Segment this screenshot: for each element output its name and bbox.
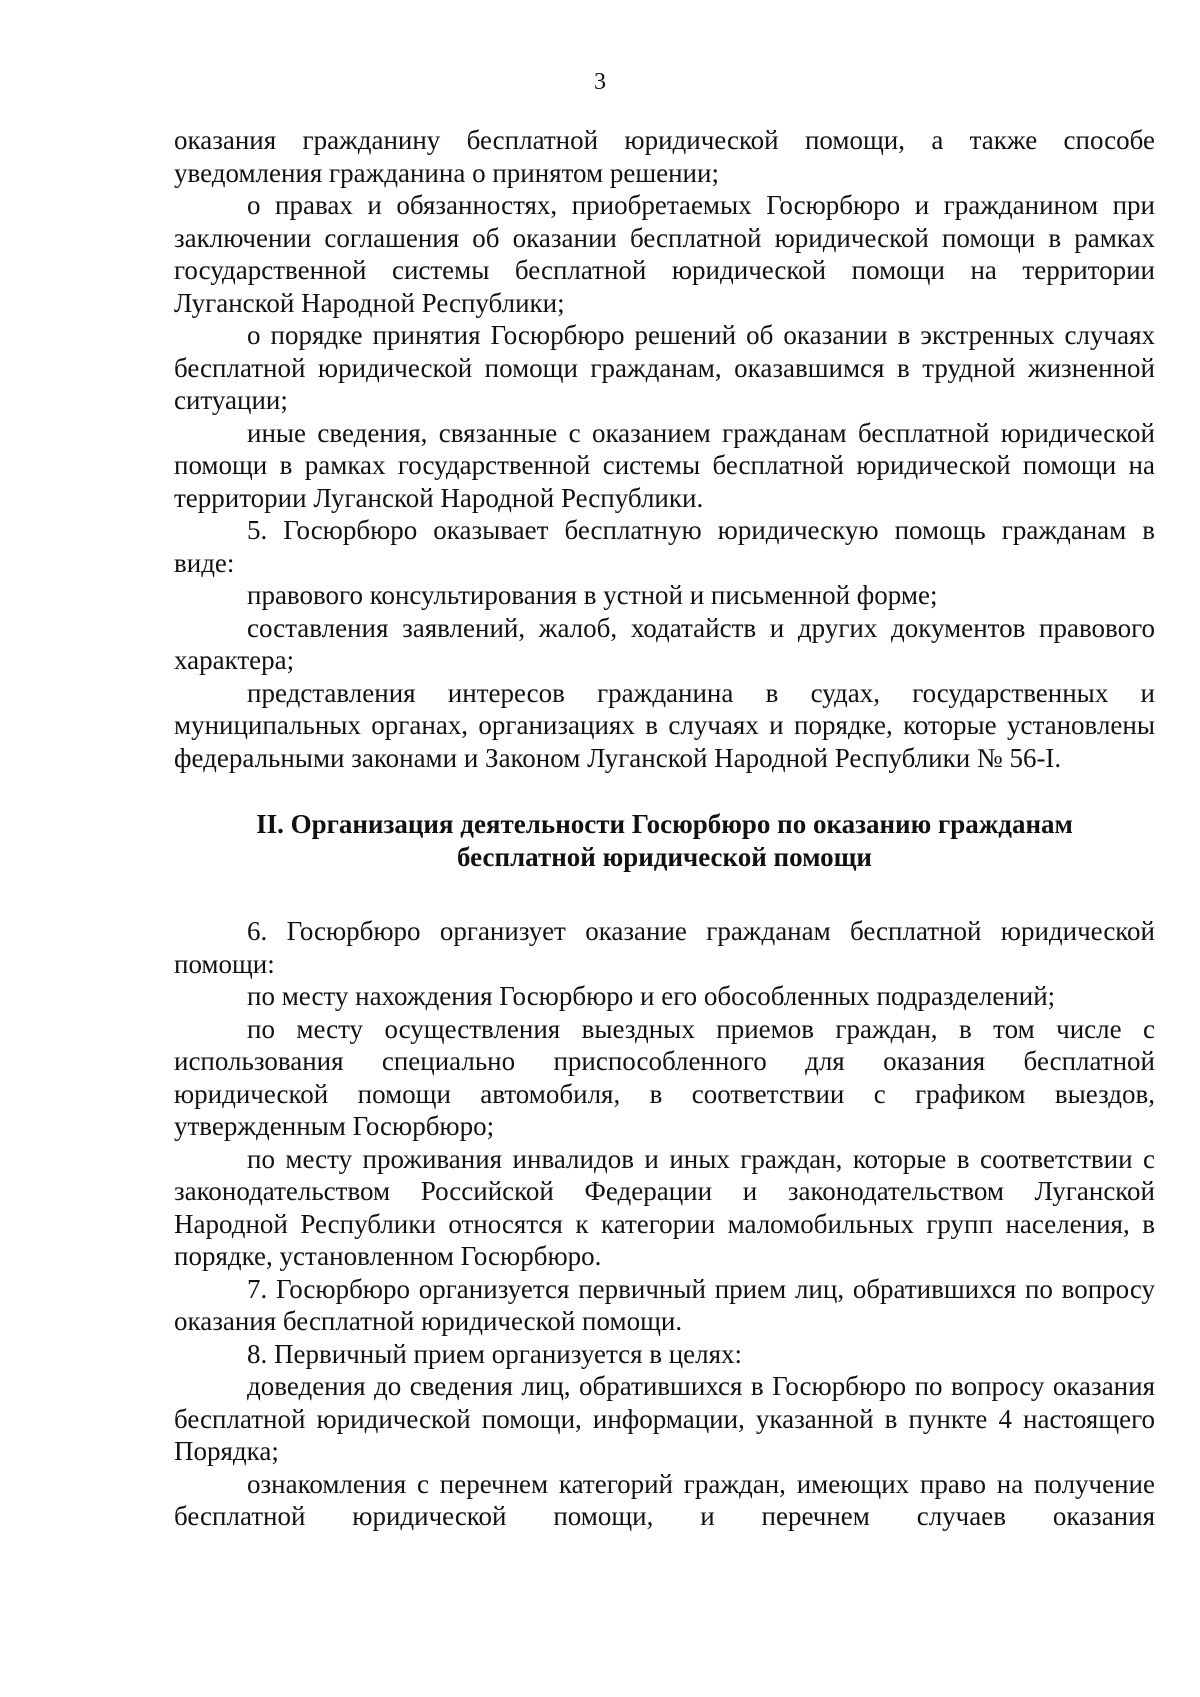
section-heading — [174, 808, 1155, 873]
page-number: 3 — [594, 69, 606, 95]
paragraph: ознакомления с перечнем категорий граждан, имеющих право на получение бесплатной юридической помощи, и перечнем случаев оказания — [174, 1468, 1155, 1531]
paragraph: по месту нахождения Госюрбюро и его обособленных подразделений; — [247, 981, 1056, 1011]
section-heading-line-2: бесплатной юридической помощи — [457, 841, 872, 872]
paragraph: 5. Госюрбюро оказывает бесплатную юридическую помощь гражданам в виде: — [174, 515, 1155, 578]
paragraph: составления заявлений, жалоб, ходатайств и других документов правового характера; — [174, 612, 1155, 675]
paragraph: иные сведения, связанные с оказанием гражданам бесплатной юридической помощи в рамках государственной системы бесплатной юридической помощи на территории Луганской Народной Республики. — [174, 417, 1155, 513]
paragraph: по месту осуществления выездных приемов граждан, в том числе с использования специально приспособленного для оказания бесплатной юридической помощи автомобиля, в соответствии с графиком выездов, утвержденным Госюрбюро; — [174, 1013, 1155, 1141]
paragraph: представления интересов гражданина в судах, государственных и муниципальных органах, организациях в случаях и порядке, которые установлены федеральными законами и Законом Луганской Народной Республики № 56-I. — [174, 677, 1155, 773]
paragraph: 7. Госюрбюро организуется первичный прием лиц, обратившихся по вопросу оказания бесплатной юридической помощи. — [174, 1273, 1155, 1336]
paragraph: о порядке принятия Госюрбюро решений об оказании в экстренных случаях бесплатной юридической помощи гражданам, оказавшимся в трудной жизненной ситуации; — [174, 320, 1155, 415]
paragraph: о правах и обязанностях, приобретаемых Госюрбюро и гражданином при заключении соглашения об оказании бесплатной юридической помощи в рамках государственной системы бесплатной юридической помощи на территории Луганской Народной Республики; — [174, 190, 1155, 318]
document-body — [174, 124, 1155, 1533]
paragraph: доведения до сведения лиц, обратившихся в Госюрбюро по вопросу оказания бесплатной юридической помощи, информации, указанной в пункте 4 настоящего Порядка; — [174, 1371, 1155, 1466]
paragraph: правового консультирования в устной и письменной форме; — [247, 580, 938, 610]
paragraph: 6. Госюрбюро организует оказание гражданам бесплатной юридической помощи: — [174, 916, 1155, 979]
section-heading-line-1: II. Организация деятельности Госюрбюро по оказанию гражданам — [256, 809, 1073, 839]
paragraph: по месту проживания инвалидов и иных граждан, которые в соответствии с законодательством Российской Федерации и законодательством Луганской Народной Республики относятся к категории маломобильных групп населения, в порядке, установленном Госюрбюро. — [174, 1143, 1155, 1271]
paragraph: оказания гражданину бесплатной юридической помощи, а также способе уведомления гражданина о принятом решении; — [174, 125, 1155, 188]
paragraph: 8. Первичный прием организуется в целях: — [247, 1338, 743, 1369]
